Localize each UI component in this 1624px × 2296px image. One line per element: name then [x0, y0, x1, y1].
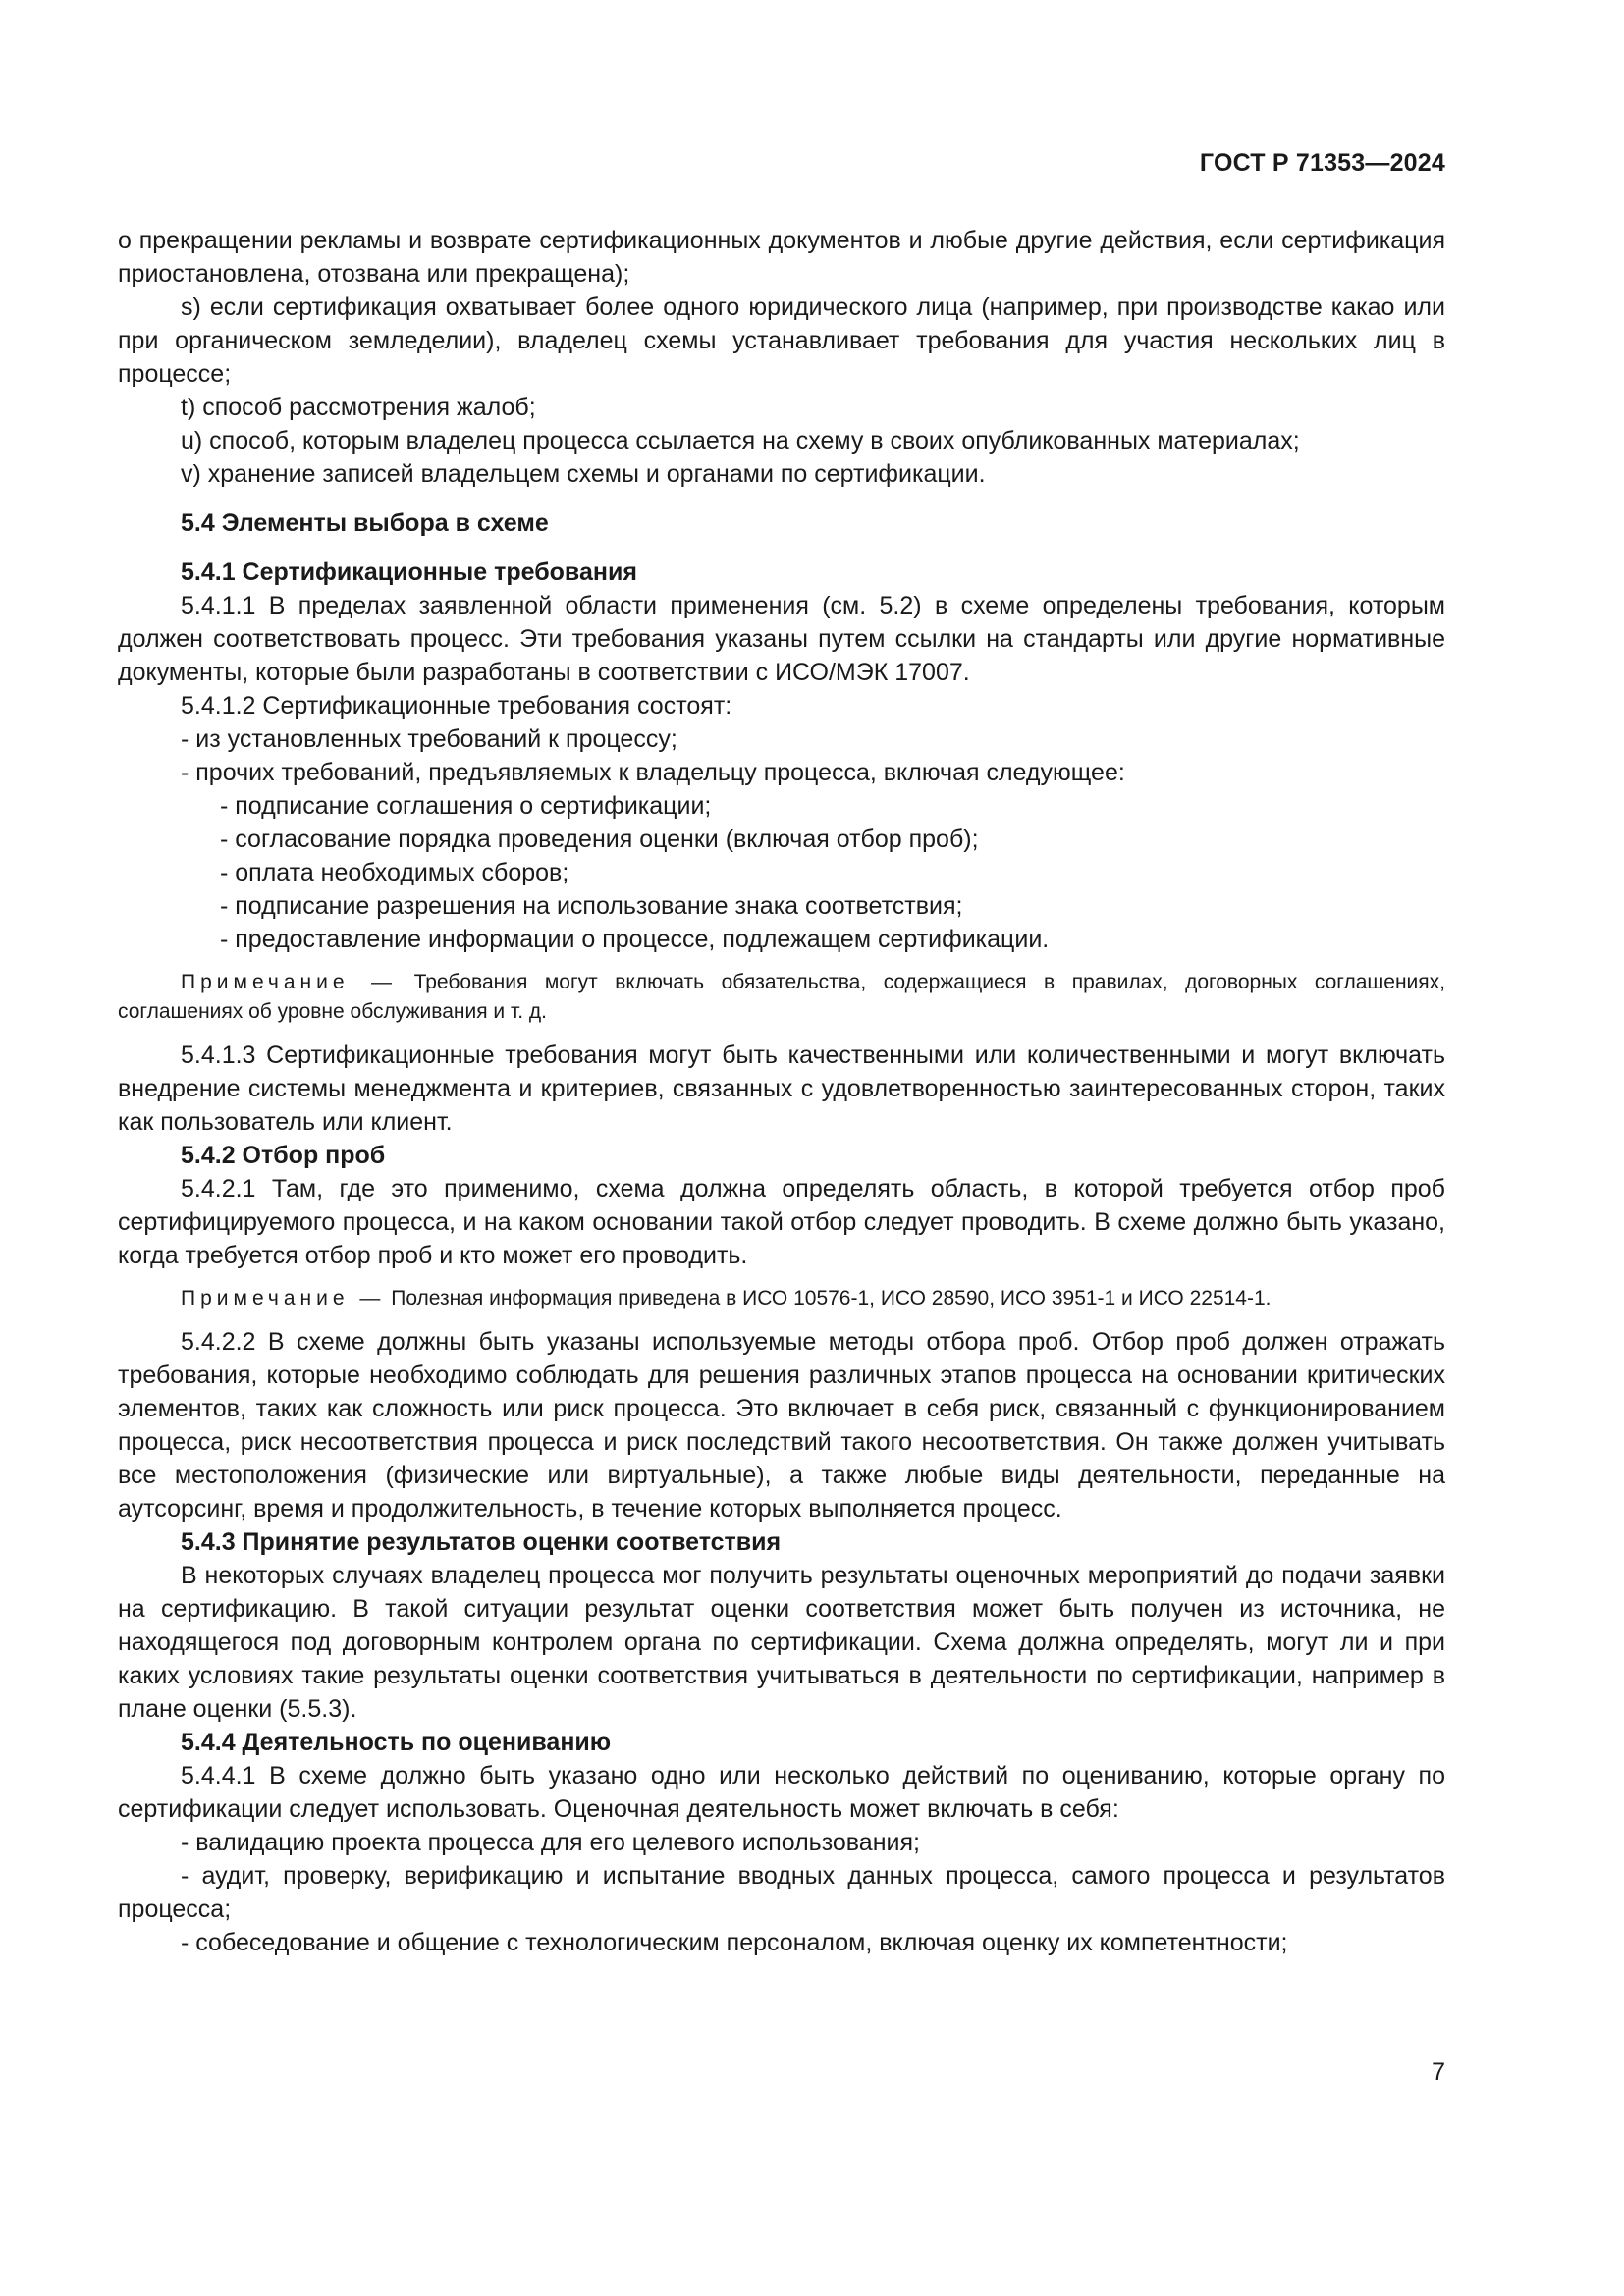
- section-heading-5-4-3: 5.4.3 Принятие результатов оценки соответствия: [181, 1528, 782, 1556]
- list-item: - прочих требований, предъявляемых к владельцу процесса, включая следующее:: [181, 759, 1125, 786]
- document-body: [118, 224, 1445, 1959]
- document-page: [118, 0, 1445, 2296]
- paragraph: 5.4.4.1 В схеме должно быть указано одно или несколько действий по оцениванию, которые органу по сертификации следует использовать. Оценочная деятельность может включать в себя:: [118, 1762, 1445, 1823]
- note-1: [118, 968, 1445, 1027]
- list-item: - аудит, проверку, верификацию и испытание вводных данных процесса, самого процесса и результатов процесса;: [118, 1862, 1445, 1923]
- section-heading-5-4: 5.4 Элементы выбора в схеме: [181, 509, 549, 537]
- note-label: Примечание —: [181, 1287, 386, 1309]
- paragraph: 5.4.2.1 Там, где это применимо, схема должна определять область, в которой требуется отбор проб сертифицируемого процесса, и на каком основании такой отбор следует проводить. В схеме должно быть указано, когда требуется отбор проб и кто может его проводить.: [118, 1175, 1445, 1269]
- note-2: [118, 1284, 1445, 1313]
- page-number: 7: [1432, 2058, 1445, 2086]
- list-item: - валидацию проекта процесса для его целевого использования;: [181, 1829, 920, 1856]
- document-header: ГОСТ Р 71353—2024: [1199, 149, 1445, 177]
- section-heading-5-4-1: 5.4.1 Сертификационные требования: [181, 559, 637, 586]
- list-item: - собеседование и общение с технологическим персоналом, включая оценку их компетентности;: [181, 1929, 1288, 1956]
- note-label: Примечание —: [181, 971, 398, 993]
- paragraph: 5.4.1.3 Сертификационные требования могут быть качественными или количественными и могут включать внедрение системы менеджмента и критериев, связанных с удовлетворенностью заинтересованных сторон, таких как пользователь или клиент.: [118, 1041, 1445, 1136]
- sub-list-item: - подписание соглашения о сертификации;: [220, 792, 712, 820]
- list-item-s: s) если сертификация охватывает более одного юридического лица (например, при производстве какао или при органическом земледелии), владелец схемы устанавливает требования для участия нескольких лиц в процессе;: [118, 294, 1445, 388]
- note-text: Требования могут включать обязательства, содержащиеся в правилах, договорных соглашениях, соглашениях об уровне обслуживания и т. д.: [118, 971, 1445, 1023]
- section-heading-5-4-2: 5.4.2 Отбор проб: [181, 1142, 386, 1169]
- sub-list-item: - подписание разрешения на использование знака соответствия;: [220, 892, 963, 920]
- section-heading-5-4-4: 5.4.4 Деятельность по оцениванию: [181, 1729, 612, 1756]
- paragraph: о прекращении рекламы и возврате сертификационных документов и любые другие действия, если сертификация приостановлена, отозвана или прекращена);: [118, 227, 1445, 288]
- sub-list-item: - предоставление информации о процессе, подлежащем сертификации.: [220, 926, 1050, 953]
- list-item-t: t) способ рассмотрения жалоб;: [181, 394, 536, 421]
- list-item-v: v) хранение записей владельцем схемы и органами по сертификации.: [181, 460, 986, 488]
- paragraph: 5.4.1.1 В пределах заявленной области применения (см. 5.2) в схеме определены требования, которым должен соответствовать процесс. Эти требования указаны путем ссылки на стандарты или другие нормативные документы, которые были разработаны в соответствии с ИСО/МЭК 17007.: [118, 592, 1445, 686]
- list-item: - из установленных требований к процессу;: [181, 725, 677, 753]
- note-text: Полезная информация приведена в ИСО 10576-1, ИСО 28590, ИСО 3951-1 и ИСО 22514-1.: [391, 1287, 1272, 1309]
- paragraph: 5.4.2.2 В схеме должны быть указаны используемые методы отбора проб. Отбор проб должен отражать требования, которые необходимо соблюдать для решения различных этапов процесса на основании критических элементов, таких как сложность или риск процесса. Это включает в себя риск, связанный с функционированием процесса, риск несоответствия процесса и риск последствий такого несоответствия. Он также должен учитывать все местоположения (физические или виртуальные), а также любые виды деятельности, переданные на аутсорсинг, время и продолжительность, в течение которых выполняется процесс.: [118, 1328, 1445, 1522]
- paragraph: 5.4.1.2 Сертификационные требования состоят:: [181, 692, 732, 720]
- sub-list-item: - оплата необходимых сборов;: [220, 859, 569, 886]
- paragraph: В некоторых случаях владелец процесса мог получить результаты оценочных мероприятий до подачи заявки на сертификацию. В такой ситуации результат оценки соответствия может быть получен из источника, не находящегося под договорным контролем органа по сертификации. Схема должна определять, могут ли и при каких условиях такие результаты оценки соответствия учитываться в деятельности по сертификации, например в плане оценки (5.5.3).: [118, 1562, 1445, 1723]
- sub-list-item: - согласование порядка проведения оценки (включая отбор проб);: [220, 826, 979, 853]
- list-item-u: u) способ, которым владелец процесса ссылается на схему в своих опубликованных материалах;: [181, 427, 1300, 454]
